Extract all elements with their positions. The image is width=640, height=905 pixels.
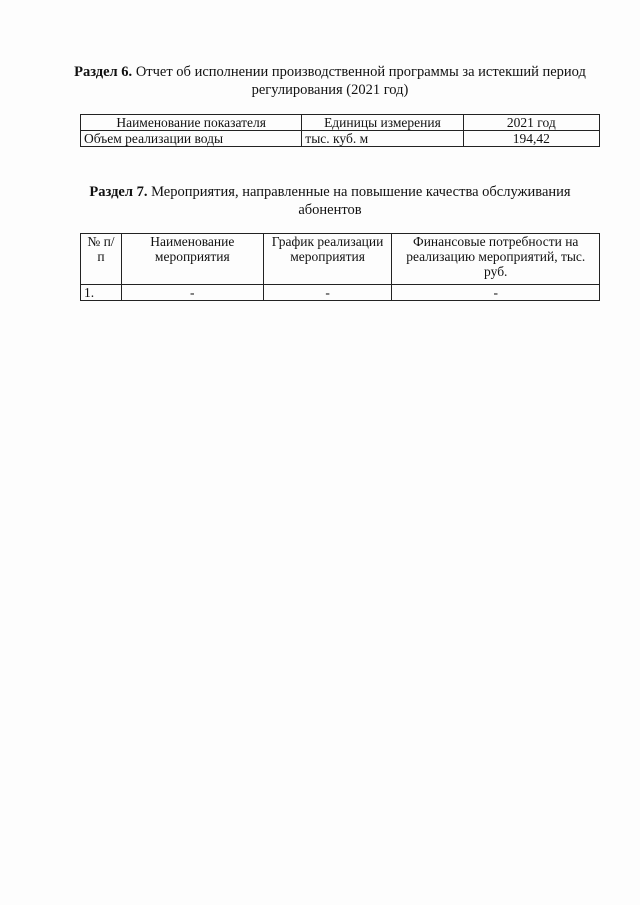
header-year: 2021 год — [463, 115, 599, 131]
cell-year-value: 194,42 — [463, 131, 599, 147]
header-units: Единицы измерения — [302, 115, 463, 131]
section-7-heading — [60, 183, 600, 219]
cell-units: тыс. куб. м — [302, 131, 463, 147]
section-6-heading — [60, 63, 600, 99]
cell-measure-name: - — [121, 285, 263, 301]
header-indicator-name: Наименование показателя — [81, 115, 302, 131]
header-number: № п/п — [81, 234, 122, 285]
cell-number: 1. — [81, 285, 122, 301]
table-header-row — [81, 115, 600, 131]
section-7-label: Раздел 7. — [89, 184, 148, 200]
header-measure-name: Наименование мероприятия — [121, 234, 263, 285]
section-6-label: Раздел 6. — [74, 64, 133, 80]
cell-schedule: - — [263, 285, 392, 301]
section-7-table — [80, 233, 600, 301]
header-schedule: График реализации мероприятия — [263, 234, 392, 285]
header-financial-needs: Финансовые потребности на реализацию мероприятий, тыс. руб. — [392, 234, 600, 285]
table-header-row — [81, 234, 600, 285]
section-7-title: Мероприятия, направленные на повышение качества обслуживания абонентов — [147, 184, 571, 218]
cell-indicator-name: Объем реализации воды — [81, 131, 302, 147]
table-row — [81, 285, 600, 301]
section-6-table — [80, 114, 600, 147]
section-6-title: Отчет об исполнении производственной программы за истекший период регулирования (2021 год) — [132, 64, 586, 98]
cell-financial-needs: - — [392, 285, 600, 301]
table-row — [81, 131, 600, 147]
